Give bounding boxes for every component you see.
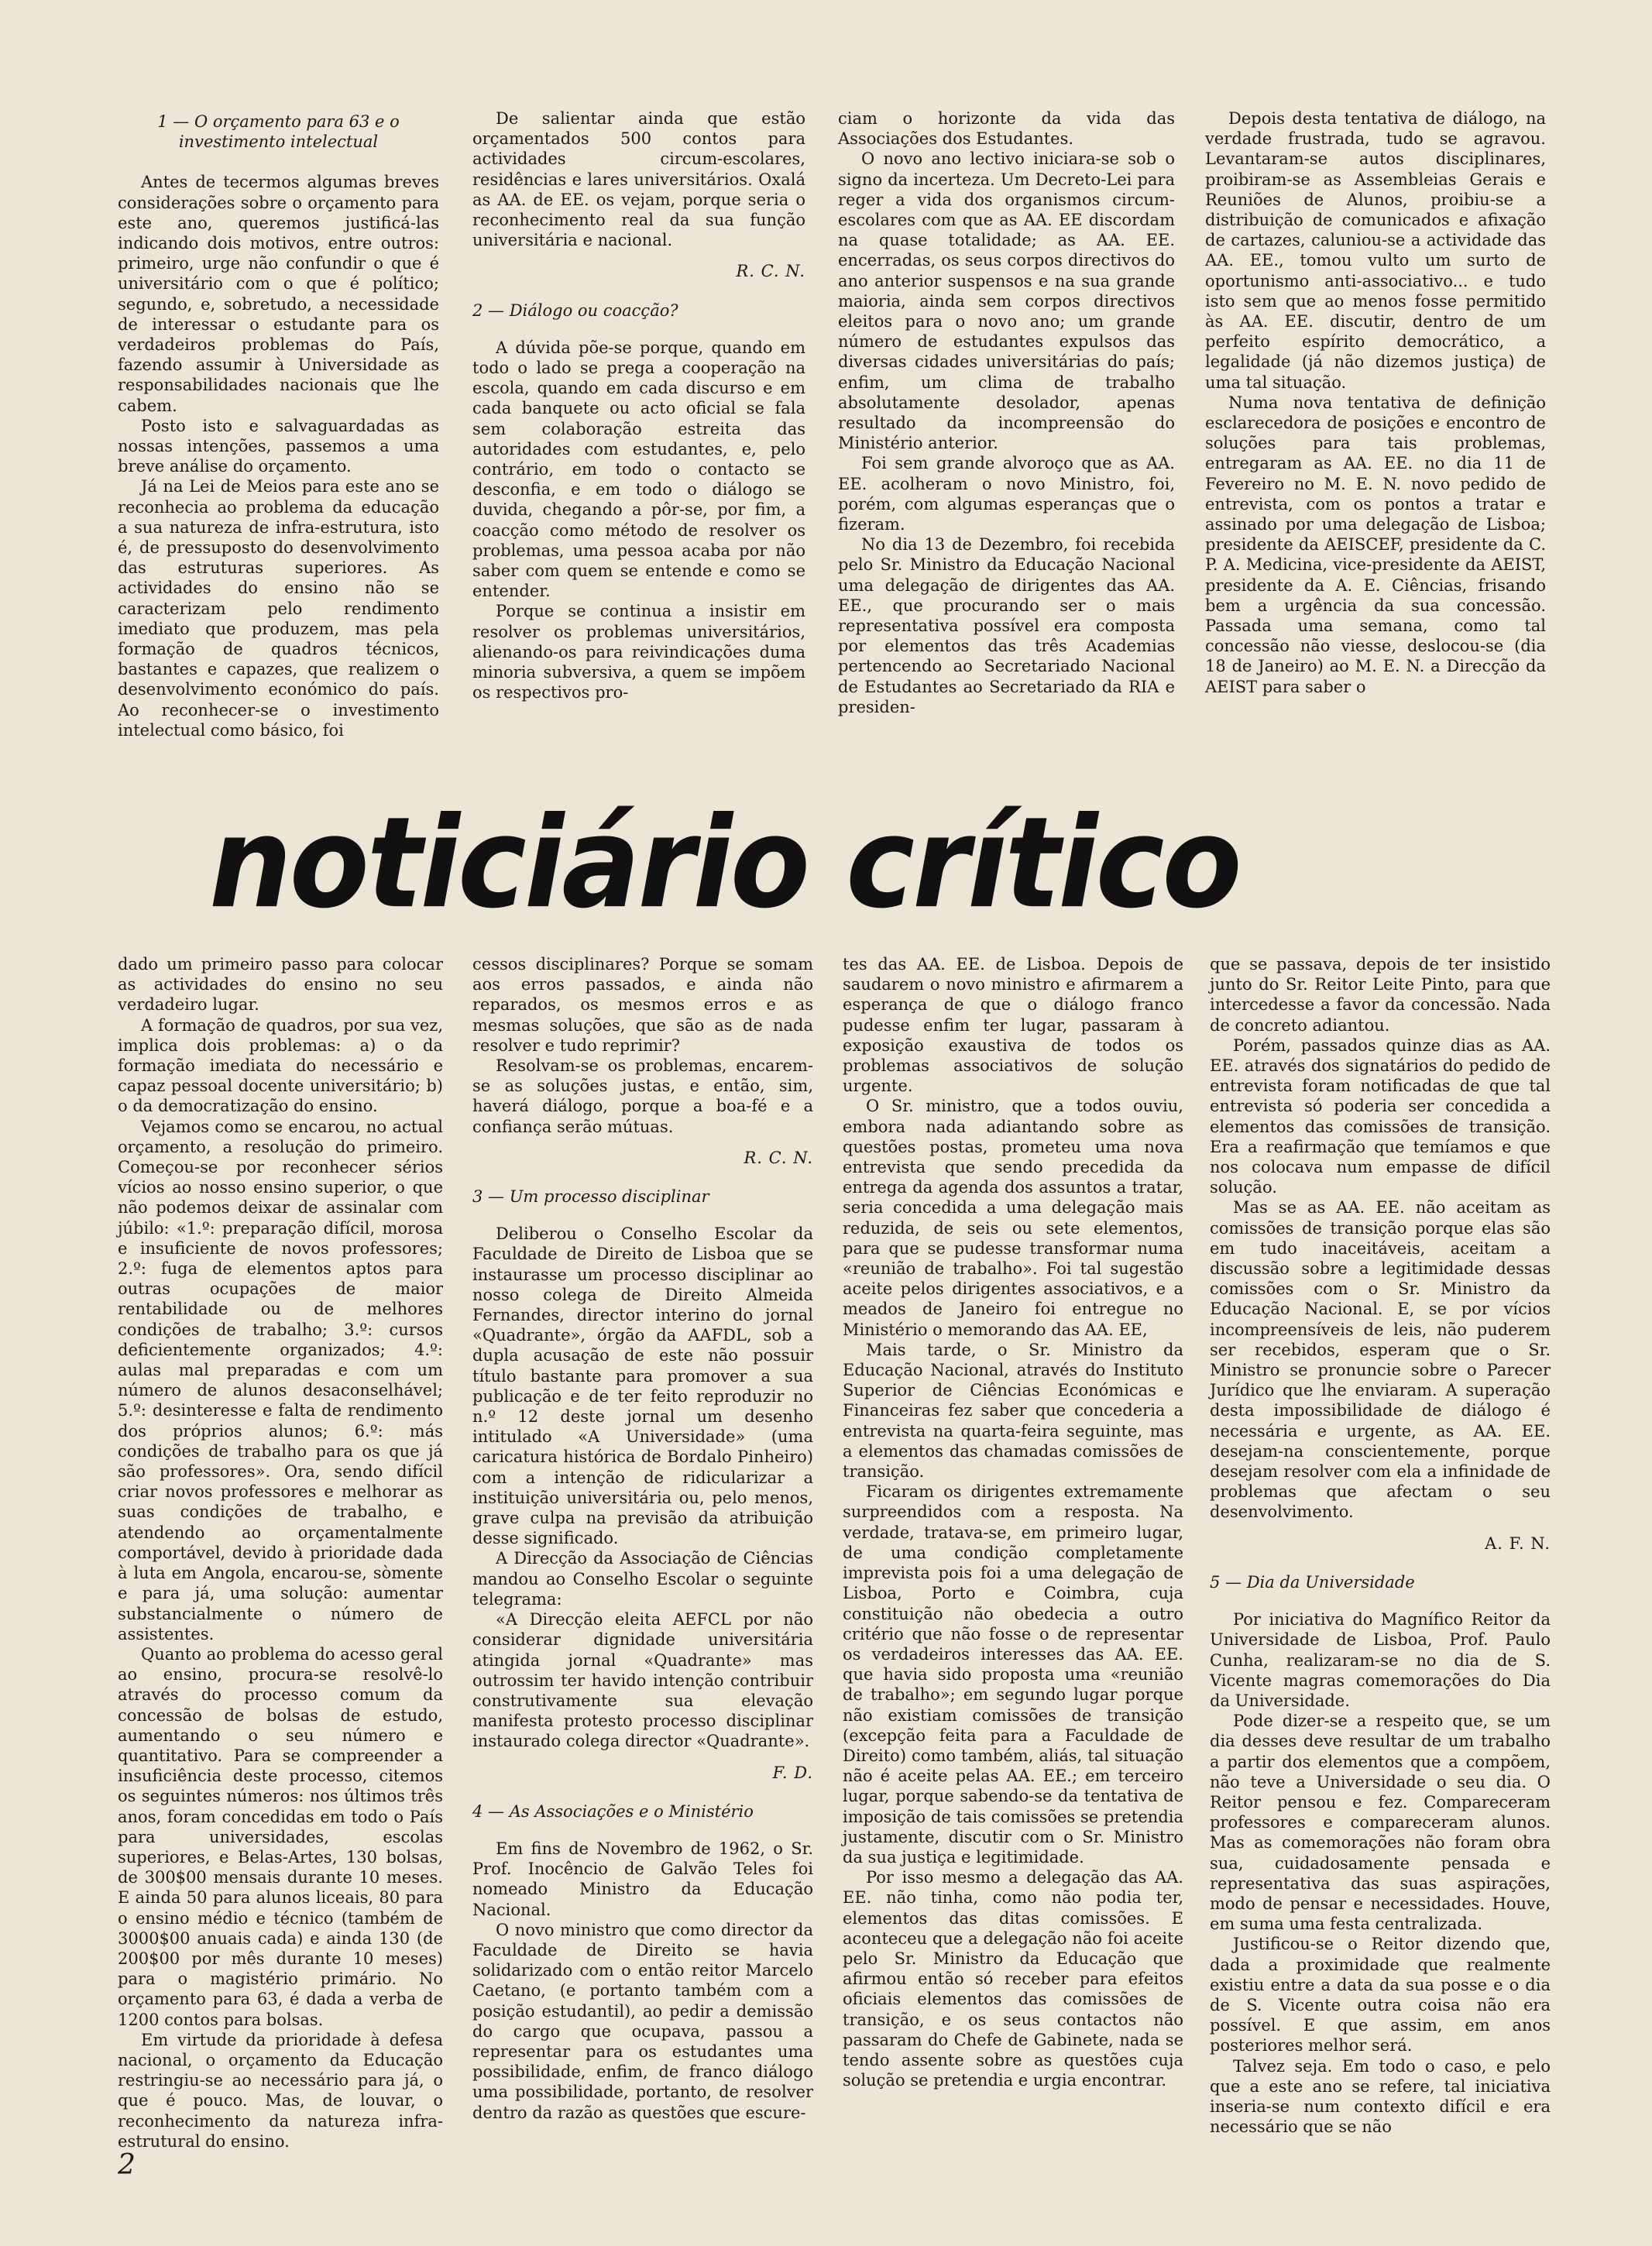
paragraph: Por isso mesmo a delegação das AA. EE. não tinha, como não podia ter, elementos das ditas comissões. E aconteceu que a delegação não foi aceite pelo Sr. Ministro da Educação que afirmou então só receber para efeitos oficiais elementos das comissões de transição, e os seus contactos não passaram do Chefe de Gabinete, nada se tendo assente sobre as questões cuja solução se pretendia e urgia encontrar. <box>843 1868 1183 2090</box>
paragraph: Porém, passados quinze dias as AA. EE. através dos signatários do pedido de entrevista foram notificadas de que tal entrevista só poderia ser concedida a elementos das comissões de transição. Era a reafirmação que temíamos e que nos colocava num empasse de difícil solução. <box>1210 1035 1551 1197</box>
masthead-title: noticiário crítico <box>209 791 1240 936</box>
paragraph: Por iniciativa do Magnífico Reitor da Universidade de Lisboa, Prof. Paulo Cunha, realizaram-se no dia de S. Vicente magras comemorações do Dia da Universidade. <box>1210 1610 1551 1710</box>
paragraph: No dia 13 de Dezembro, foi recebida pelo Sr. Ministro da Educação Nacional uma delegação de dirigentes das AA. EE., que procurando ser o mais representativa possível era composta por elementos das três Academias pertencendo ao Secretariado Nacional de Estudantes ao Secretariado da RIA e presiden- <box>838 535 1175 716</box>
paragraph: Ficaram os dirigentes extremamente surpreendidos com a resposta. Na verdade, tratava-se, em primeiro lugar, de uma condição completamente imprevista pois foi a uma delegação de Lisboa, Porto e Coimbra, cuja constituição não obedecia a outro critério que não fosse o de representar os verdadeiros interesses das AA. EE. que havia sido proposta uma «reunião de trabalho»; em segundo lugar porque não existiam comissões de transição (excepção feita para a Faculdade de Direito) como também, aliás, tal situação não é aceite pelas AA. EE.; em terceiro lugar, porque sabendo-se da tentativa de imposição de tais comissões se pretendia justamente, discutir com o Sr. Ministro da sua justiça e legitimidade. <box>843 1482 1183 1867</box>
paragraph: «A Direcção eleita AEFCL por não considerar dignidade universitária atingida jornal «Quadrante» mas outrossim ter havido intenção contribuir construtivamente sua elevação manifesta protesto processo disciplinar instaurado colega director «Quadrante». <box>472 1610 813 1751</box>
section-heading-processo-disciplinar: 3 — Um processo disciplinar <box>472 1187 709 1207</box>
top-column-2 <box>472 108 805 702</box>
paragraph: cessos disciplinares? Porque se somam aos erros passados, e ainda não reparados, os mesmos erros e as mesmas soluções, que são as de nada resolver e tudo reprimir? <box>472 955 813 1055</box>
top-column-4 <box>1205 108 1546 697</box>
paragraph: Posto isto e salvaguardadas as nossas intenções, passemos a uma breve análise do orçamento. <box>118 416 439 476</box>
paragraph: Justificou-se o Reitor dizendo que, dada a proximidade que realmente existiu entre a data da sua posse e o dia de S. Vicente outra coisa não era possível. E que assim, em anos posteriores melhor será. <box>1210 1935 1551 2055</box>
paragraph: Depois desta tentativa de diálogo, na verdade frustrada, tudo se agravou. Levantaram-se autos disciplinares, proibiram-se as Assembleias Gerais e Reuniões de Alunos, proibiu-se a distribuição de comunicados e afixação de cartazes, caluniou-se a actividade das AA. EE., tomou vulto um surto de oportunismo anti-associativo... e tudo isto sem que ao menos fosse permitido às AA. EE. discutir, dentro de um perfeito espírito democrático, a legalidade (já não dizemos justiça) de uma tal situação. <box>1205 109 1546 392</box>
bottom-column-1 <box>118 954 443 2151</box>
paragraph: De salientar ainda que estão orçamentados 500 contos para actividades circum-escolares, residências e lares universitários. Oxalá as AA. de EE. os vejam, porque seria o reconhecimento real da sua função universitária e nacional. <box>472 109 805 250</box>
paragraph: O novo ministro que como director da Faculdade de Direito se havia solidarizado com o então reitor Marcelo Caetano, (e portanto também com a posição estudantil), ao pedir a demissão do cargo que ocupava, passou a representar para os estudantes uma possibilidade, enfim, de franco diálogo uma possibilidade, portanto, de resolver dentro da razão as questões que escure- <box>472 1920 813 2122</box>
paragraph: Em fins de Novembro de 1962, o Sr. Prof. Inocêncio de Galvão Teles foi nomeado Ministro da Educação Nacional. <box>472 1839 813 1919</box>
signature-fd: F. D. <box>772 1763 813 1782</box>
paragraph: A dúvida põe-se porque, quando em todo o lado se prega a cooperação na escola, quando em cada discurso e em cada banquete ou acto oficial se fala sem colaboração estreita das autoridades com estudantes, e, pelo contrário, em todo o contacto se desconfia, e em todo o diálogo se duvida, chegando a pôr-se, por fim, a coacção como método de resolver os problemas, uma pessoa acaba por não saber com quem se entende e como se entender. <box>472 338 805 601</box>
bottom-column-2 <box>472 954 813 2131</box>
top-column-3 <box>838 108 1175 716</box>
paragraph: Vejamos como se encarou, no actual orçamento, a resolução do primeiro. Começou-se por reconhecer sérios vícios ao nosso ensino superior, o que não podemos deixar de assinalar com júbilo: «1.º: preparação difícil, morosa e insuficiente de novos professores; 2.º: fuga de elementos aptos para outras ocupações de maior rentabilidade ou de melhores condições de trabalho; 3.º: cursos deficientemente organizados; 4.º: aulas mal preparadas e com um número de alunos desaconselhável; 5.º: desinteresse e falta de rendimento dos próprios alunos; 6.º: más condições de trabalho para os que já são professores». Ora, sendo difícil criar novos professores e melhorar as suas condições de trabalho, e atendendo ao orçamentalmente comportável, devido à prioridade dada à luta em Angola, encarou-se, sòmente e para já, uma solução: aumentar substancialmente o número de assistentes. <box>118 1117 443 1643</box>
paragraph: A Direcção da Associação de Ciências mandou ao Conselho Escolar o seguinte telegrama: <box>472 1549 813 1609</box>
paragraph: Pode dizer-se a respeito que, se um dia desses deve resultar de um trabalho a partir dos elementos que a compõem, não teve a Universidade o seu dia. O Reitor pensou e fez. Compareceram professores e compareceram alunos. Mas as comemorações não foram obra sua, cuidadosamente pensada e representativa das suas aspirações, modo de pensar e necessidades. Houve, em suma uma festa centralizada. <box>1210 1712 1551 1934</box>
section-heading-dia-universidade: 5 — Dia da Universidade <box>1210 1572 1415 1592</box>
page-number: 2 <box>118 2149 136 2181</box>
paragraph: Numa nova tentativa de definição esclarecedora de posições e encontro de soluções para tais problemas, entregaram as AA. EE. no dia 11 de Fevereiro no M. E. N. novo pedido de entrevista, com os pontos a tratar e assinado por uma delegação de Lisboa; presidente da AEISCEF, presidente da C. P. A. Medicina, vice-presidente da AEIST, presidente da A. E. Ciências, frisando bem a urgência da sua concessão. Passada uma semana, como tal concessão não viesse, deslocou-se (dia 18 de Janeiro) ao M. E. N. a Direcção da AEIST para saber o <box>1205 393 1546 696</box>
bottom-column-3 <box>843 954 1183 2131</box>
paragraph: que se passava, depois de ter insistido junto do Sr. Reitor Leite Pinto, para que intercedesse a favor da concessão. Nada de concreto adiantou. <box>1210 955 1551 1035</box>
bottom-column-4 <box>1210 954 1551 2137</box>
paragraph: O novo ano lectivo iniciara-se sob o signo da incerteza. Um Decreto-Lei para reger a vida dos organismos circum-escolares com que as AA. EE discordam na quase totalidade; as AA. EE. encerradas, os seus corpos directivos do ano anterior suspensos e na sua grande maioria, ainda sem corpos directivos eleitos para o novo ano; um grande número de estudantes expulsos das diversas cidades universitárias do país; enfim, um clima de trabalho absolutamente desolador, apenas resultado da incompreensão do Ministério anterior. <box>838 149 1175 453</box>
paragraph: Mas se as AA. EE. não aceitam as comissões de transição porque elas são em tudo inaceitáveis, aceitam a discussão sobre a legitimidade dessas comissões com o Sr. Ministro da Educação Nacional. E, se por vícios incompreensíveis de leis, não puderem ser recebidos, esperam que o Sr. Ministro se pronuncie sobre o Parecer Jurídico que lhe enviaram. A superação desta impossibilidade de diálogo é necessária e urgente, as AA. EE. desejam-na conscientemente, porque desejam resolver com ela a infinidade de problemas que afectam o seu desenvolvimento. <box>1210 1198 1551 1522</box>
section-heading-associacoes: 4 — As Associações e o Ministério <box>472 1801 754 1821</box>
signature-rcn: R. C. N. <box>736 262 805 281</box>
section-heading-dialogo: 2 — Diálogo ou coacção? <box>472 300 678 320</box>
paragraph: Quanto ao problema do acesso geral ao ensino, procura-se resolvê-lo através do processo comum da concessão de bolsas de estudo, aumentando o seu número e quantitativo. Para se compreender a insuficiência deste processo, citemos os seguintes números: nos últimos três anos, foram concedidas em todo o País para universidades, escolas superiores, e Belas-Artes, 130 bolsas, de 300$00 mensais durante 10 meses. E ainda 50 para alunos liceais, 80 para o ensino médio e técnico (também de 3000$00 anuais cada) e ainda 130 (de 200$00 por mês durante 10 meses) para o magistério primário. No orçamento para 63, é dada a verba de 1200 contos para bolsas. <box>118 1644 443 2029</box>
signature-rcn: R. C. N. <box>744 1148 813 1167</box>
paragraph: Talvez seja. Em todo o caso, e pelo que a este ano se refere, tal iniciativa inseria-se num contexto difícil e era necessário que se não <box>1210 2056 1551 2137</box>
paragraph: dado um primeiro passo para colocar as actividades do ensino no seu verdadeiro lugar. <box>118 955 443 1015</box>
paragraph: Em virtude da prioridade à defesa nacional, o orçamento da Educação restringiu-se ao necessário para já, o que é pouco. Mas, de louvar, o reconhecimento da natureza infra-estrutural do ensino. <box>118 2030 443 2151</box>
section-heading-orcamento: 1 — O orçamento para 63 e o investimento intelectual <box>157 112 400 152</box>
paragraph: A formação de quadros, por sua vez, implica dois problemas: a) o da formação imediata do necessário e capaz pessoal docente universitário; b) o da democratização do ensino. <box>118 1015 443 1116</box>
paragraph: Deliberou o Conselho Escolar da Faculdade de Direito de Lisboa que se instaurasse um processo disciplinar ao nosso colega de Direito Almeida Fernandes, director interino do jornal «Quadrante», órgão da AAFDL, sob a dupla acusação de este não possuir título bastante para promover a sua publicação e de ter feito reproduzir no n.º 12 deste jornal um desenho intitulado «A Universidade» (uma caricatura histórica de Bordalo Pinheiro) com a intenção de ridicularizar a instituição universitária ou, pelo menos, grave culpa na previsão da atribuição desse significado. <box>472 1224 813 1548</box>
paragraph: Já na Lei de Meios para este ano se reconhecia ao problema da educação a sua natureza de infra-estrutura, isto é, de pressuposto do desenvolvimento das estruturas superiores. As actividades do ensino não se caracterizam pelo rendimento imediato que produzem, mas pela formação de quadros técnicos, bastantes e capazes, que realizem o desenvolvimento económico do país. Ao reconhecer-se o investimento intelectual como básico, foi <box>118 477 439 740</box>
paragraph: Porque se continua a insistir em resolver os problemas universitários, alienando-os para reivindicações duma minoria subversiva, a quem se impõem os respectivos pro- <box>472 602 805 702</box>
paragraph: Antes de tecermos algumas breves considerações sobre o orçamento para este ano, queremos justificá-las indicando dois motivos, entre outros: primeiro, urge não confundir o que é universitário com o que é político; segundo, e, sobretudo, a necessidade de interessar o estudante para os verdadeiros problemas do País, fazendo assumir à Universidade as responsabilidades nacionais que lhe cabem. <box>118 173 439 415</box>
paragraph: tes das AA. EE. de Lisboa. Depois de saudarem o novo ministro e afirmarem a esperança de que o diálogo franco pudesse enfim ter lugar, passaram à exposição exaustiva de todos os problemas associativos de solução urgente. <box>843 955 1183 1096</box>
top-column-1 <box>118 108 439 740</box>
paragraph: Resolvam-se os problemas, encarem-se as soluções justas, e então, sim, haverá diálogo, porque a boa-fé e a confiança serão mútuas. <box>472 1056 813 1136</box>
signature-afn: A. F. N. <box>1485 1533 1551 1553</box>
paragraph: ciam o horizonte da vida das Associações dos Estudantes. <box>838 109 1175 149</box>
paragraph: Foi sem grande alvoroço que as AA. EE. acolheram o novo Ministro, foi, porém, com algumas esperanças que o fizeram. <box>838 454 1175 534</box>
paragraph: Mais tarde, o Sr. Ministro da Educação Nacional, através do Instituto Superior de Ciências Económicas e Financeiras fez saber que concederia a entrevista na quarta-feira seguinte, mas a elementos das chamadas comissões de transição. <box>843 1340 1183 1482</box>
paragraph: O Sr. ministro, que a todos ouviu, embora nada adiantando sobre as questões postas, prometeu uma nova entrevista que sendo precedida da entrega da agenda dos assuntos a tratar, seria concedida a uma delegação mais reduzida, de seis ou sete elementos, para que se pudesse transformar numa «reunião de trabalho». Foi tal sugestão aceite pelos dirigentes associativos, e a meados de Janeiro foi entregue no Ministério o memorando das AA. EE, <box>843 1097 1183 1339</box>
